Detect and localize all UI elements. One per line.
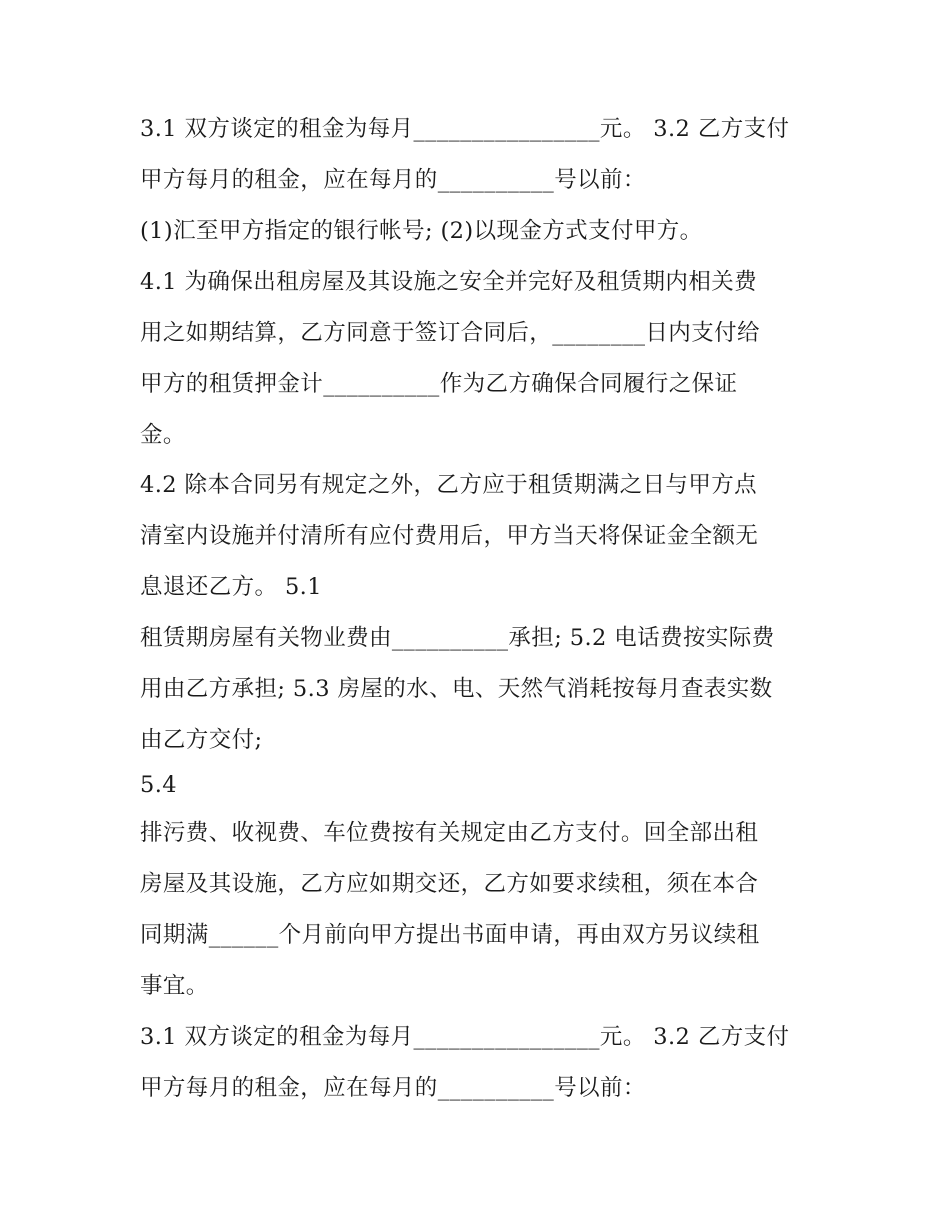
text-line: 用由乙方承担; 5.3 房屋的水、电、天然气消耗按每月查表实数 (140, 676, 773, 702)
text-line: 同期满______个月前向甲方提出书面申请，再由双方另议续租 (140, 922, 760, 948)
text-line: 3.1 双方谈定的租金为每月________________元。 3.2 乙方支付 (140, 116, 790, 142)
text-line: 4.2 除本合同另有规定之外，乙方应于租赁期满之日与甲方点 (140, 472, 758, 498)
text-line: 清室内设施并付清所有应付费用后，甲方当天将保证金全额无 (140, 523, 759, 549)
text-line: 甲方每月的租金，应在每月的__________号以前： (140, 1075, 646, 1101)
text-line: 租赁期房屋有关物业费由__________承担; 5.2 电话费按实际费 (140, 625, 775, 651)
text-line: 房屋及其设施，乙方应如期交还，乙方如要求续租，须在本合 (140, 871, 759, 897)
text-line: 事宜。 (140, 973, 209, 999)
text-line: 甲方的租赁押金计__________作为乙方确保合同履行之保证 (140, 371, 738, 397)
text-line: 由乙方交付; (140, 727, 263, 753)
text-line: 息退还乙方。 5.1 (140, 574, 322, 600)
text-line: 3.1 双方谈定的租金为每月________________元。 3.2 乙方支付 (140, 1024, 790, 1050)
text-line: 金。 (140, 422, 186, 448)
text-line: 甲方每月的租金，应在每月的__________号以前： (140, 167, 646, 193)
text-line: 4.1 为确保出租房屋及其设施之安全并完好及租赁期内相关费 (140, 269, 758, 295)
text-line: 5.4 (140, 772, 177, 798)
text-line: 排污费、收视费、车位费按有关规定由乙方支付。回全部出租 (140, 820, 759, 846)
text-line: (1)汇至甲方指定的银行帐号; (2)以现金方式支付甲方。 (140, 218, 703, 244)
text-line: 用之如期结算，乙方同意于签订合同后，________日内支付给 (140, 320, 760, 346)
